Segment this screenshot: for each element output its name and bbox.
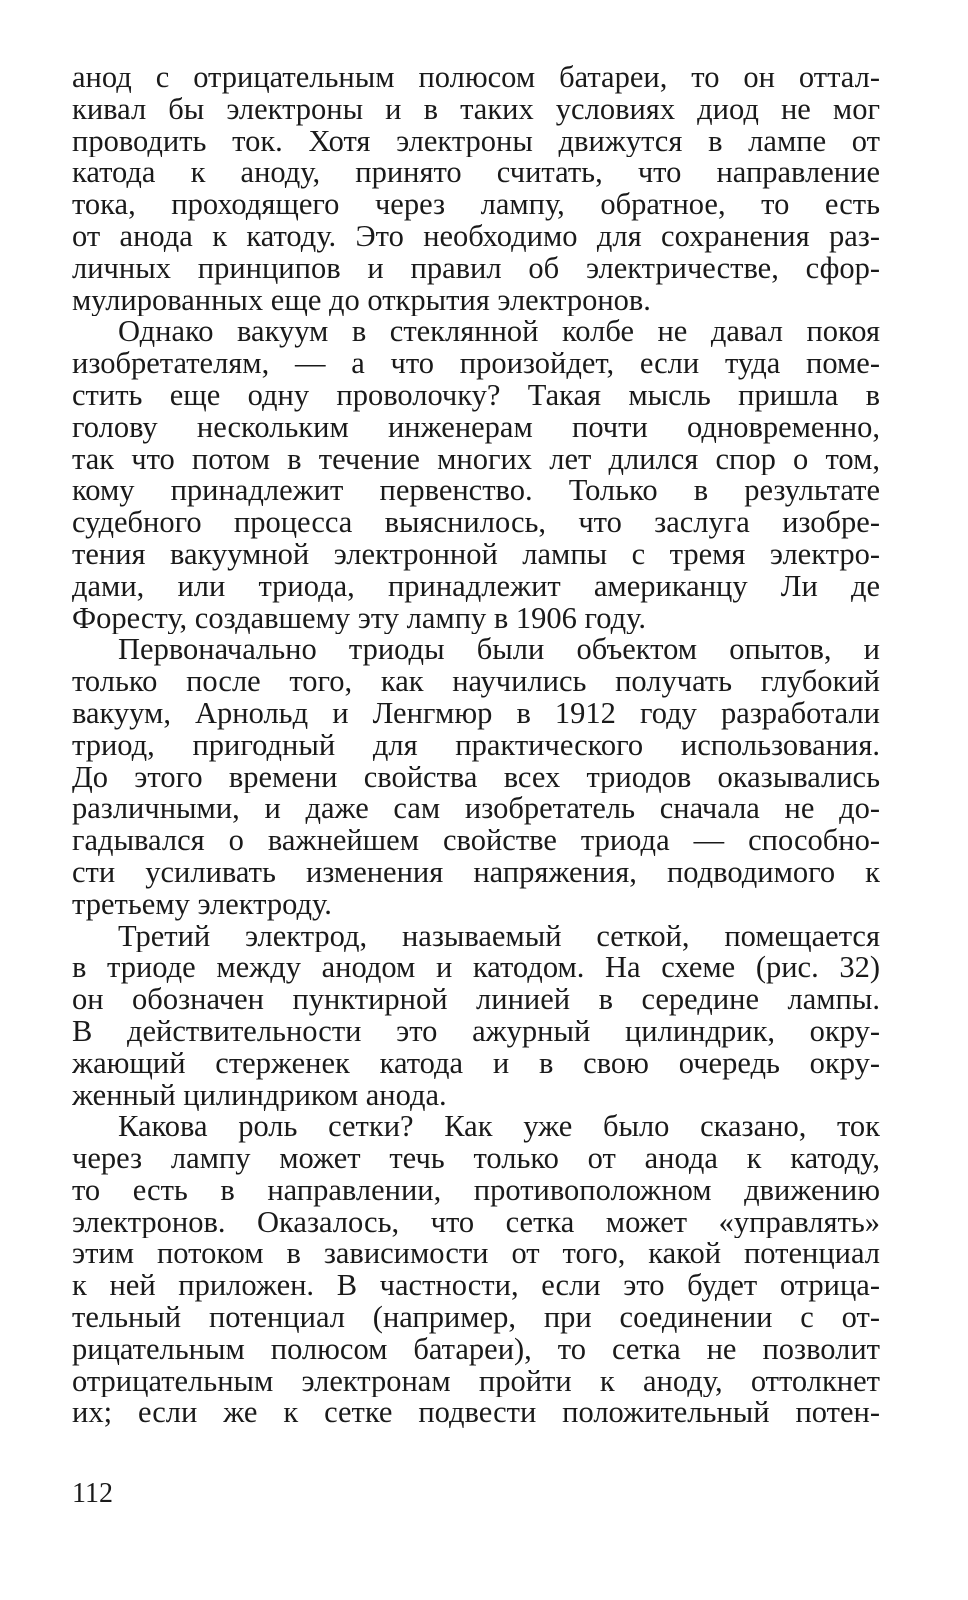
paragraph-5	[72, 1111, 880, 1429]
paragraph-3	[72, 634, 880, 920]
text-line: До этого времени свойства всех триодов оказывались	[72, 761, 880, 794]
text-line: отрицательным электронам пройти к аноду, оттолкнет	[72, 1365, 880, 1398]
text-line: различными, и даже сам изобретатель сначала не до-	[72, 793, 880, 826]
text-line: рицательным полюсом батареи), то сетка не позволит	[72, 1333, 880, 1366]
text-line: этим потоком в зависимости от того, какой потенциал	[72, 1238, 880, 1271]
text-line: стить еще одну проволочку? Такая мысль пришла в	[72, 379, 880, 412]
paragraph-4	[72, 921, 880, 1112]
text-line: анод с отрицательным полюсом батареи, то он оттал-	[72, 62, 880, 94]
text-line: только после того, как научились получать глубокий	[72, 666, 880, 698]
text-line: изобретателям, — а что произойдет, если туда поме-	[72, 348, 880, 380]
text-line: от анода к катоду. Это необходимо для сохранения раз-	[72, 220, 880, 253]
text-line: их; если же к сетке подвести положительный потен-	[72, 1397, 880, 1430]
text-line: сти усиливать изменения напряжения, подводимого к	[72, 856, 880, 889]
text-line: В действительности это ажурный цилиндрик, окру-	[72, 1015, 880, 1048]
text-line: гадывался о важнейшем свойстве триода — способно-	[72, 825, 880, 857]
text-line: вакуум, Арнольд и Ленгмюр в 1912 году разработали	[72, 697, 880, 730]
text-line: тока, проходящего через лампу, обратное, то есть	[72, 189, 880, 221]
text-line: электронов. Оказалось, что сетка может «управлять»	[72, 1206, 880, 1239]
text-line: в триоде между анодом и катодом. На схеме (рис. 32)	[72, 952, 880, 985]
text-line: так что потом в течение многих лет длился спор о том,	[72, 443, 880, 476]
text-line: жающий стерженек катода и в свою очередь окру-	[72, 1047, 880, 1080]
text-line: Какова роль сетки? Как уже было сказано, ток	[118, 1111, 880, 1144]
text-line: проводить ток. Хотя электроны движутся в лампе от	[72, 125, 880, 158]
text-line: тения вакуумной электронной лампы с тремя электро-	[72, 538, 880, 571]
text-line: то есть в направлении, противоположном движению	[72, 1174, 880, 1207]
paragraph-1	[72, 62, 880, 316]
text-line: Первоначально триоды были объектом опытов, и	[118, 634, 880, 667]
text-line: кому принадлежит первенство. Только в результате	[72, 475, 880, 508]
text-line: судебного процесса выяснилось, что заслуга изобре-	[72, 507, 880, 539]
text-line: Форесту, создавшему эту лампу в 1906 году.	[72, 602, 647, 635]
text-line: катода к аноду, принято считать, что направление	[72, 157, 880, 190]
text-line: мулированных еще до открытия электронов.	[72, 284, 651, 317]
text-line: Третий электрод, называемый сеткой, помещается	[118, 920, 880, 953]
paragraph-2	[72, 316, 880, 634]
text-line: женный цилиндриком анода.	[72, 1079, 447, 1112]
text-line: он обозначен пунктирной линией в середине лампы.	[72, 984, 880, 1016]
text-line: дами, или триода, принадлежит американцу Ли де	[72, 570, 880, 603]
text-line: через лампу может течь только от анода к катоду,	[72, 1143, 880, 1175]
text-line: к ней приложен. В частности, если это будет отрица-	[72, 1270, 880, 1303]
text-line: голову нескольким инженерам почти одновременно,	[72, 411, 880, 444]
text-line: личных принципов и правил об электричестве, сфор-	[72, 252, 880, 285]
text-line: Однако вакуум в стеклянной колбе не давал покоя	[118, 316, 880, 349]
text-line: тельный потенциал (например, при соединении с от-	[72, 1302, 880, 1334]
text-line: кивал бы электроны и в таких условиях диод не мог	[72, 93, 880, 126]
text-line: третьему электроду.	[72, 888, 332, 921]
text-line: триод, пригодный для практического использования.	[72, 729, 880, 762]
page-body	[72, 62, 880, 1429]
page-number: 112	[72, 1478, 113, 1509]
